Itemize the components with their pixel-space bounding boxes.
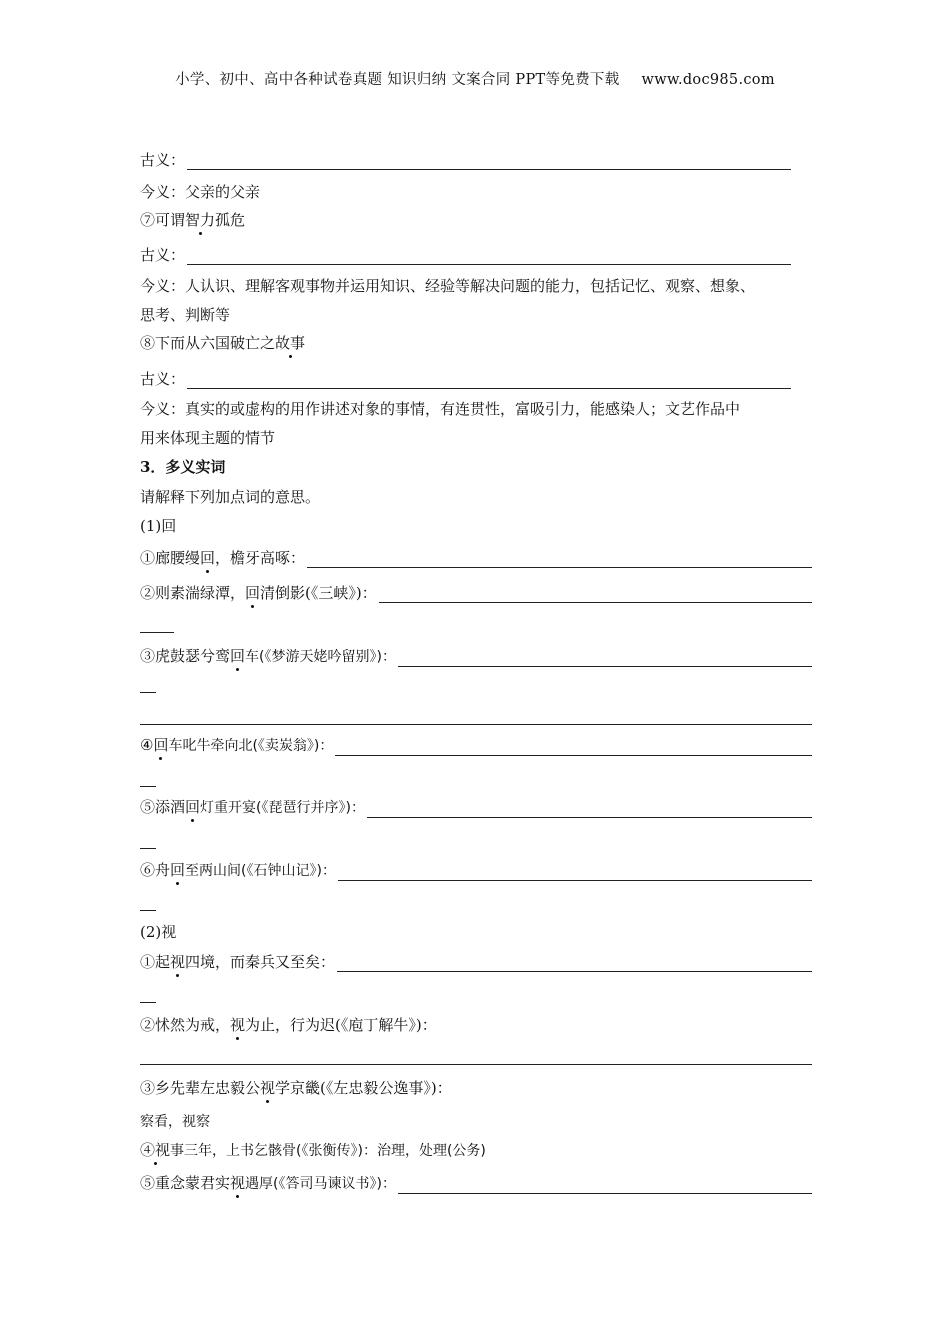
answer-blank-tail[interactable] xyxy=(140,786,156,787)
item8-jin-line-2: 用来体现主题的情节 xyxy=(140,429,276,447)
shi-item-1: ①起视四境，而秦兵又至矣： xyxy=(140,952,812,972)
hui-item-4: ④回车叱牛牵向北(《卖炭翁》)： xyxy=(140,735,812,756)
answer-blank[interactable] xyxy=(187,250,791,265)
emphasis-dotted-word: 视 xyxy=(230,1174,246,1192)
item8-prompt: ⑧下而从六国破亡之故事 xyxy=(140,334,306,352)
shi-item-2: ②怵然为戒，视为止，行为迟(《庖丁解牛》)： xyxy=(140,1016,437,1034)
header-text: 小学、初中、高中各种试卷真题 知识归纳 文案合同 PPT等免费下载 xyxy=(175,72,620,88)
emphasis-dotted-word: 智力 xyxy=(185,211,216,229)
emphasis-dotted-word: 回 xyxy=(185,798,201,816)
section-title: 3．多义实词 xyxy=(140,458,226,476)
subsection-title-hui: (1)回 xyxy=(140,517,177,535)
answer-blank[interactable] xyxy=(379,588,812,603)
item7-gu-row: 古义： xyxy=(140,245,812,265)
emphasis-dotted-word: 回 xyxy=(200,549,216,567)
answer-blank[interactable] xyxy=(367,803,812,818)
item7-prompt: ⑦可谓智力孤危 xyxy=(140,211,246,229)
answer-blank[interactable] xyxy=(337,957,812,972)
emphasis-dotted-word: 回 xyxy=(230,647,246,665)
answer-blank-tail[interactable] xyxy=(140,632,174,633)
answer-blank-tail[interactable] xyxy=(140,848,156,849)
answer-blank[interactable] xyxy=(307,553,812,568)
answer-line[interactable] xyxy=(140,1064,812,1065)
item8-gu-row: 古义： xyxy=(140,369,812,389)
answer-blank[interactable] xyxy=(187,155,791,170)
shi-item-4: ④视事三年，上书乞骸骨(《张衡传》)：治理，处理(公务) xyxy=(140,1141,486,1159)
answer-blank[interactable] xyxy=(335,741,812,756)
answer-line[interactable] xyxy=(140,724,812,725)
hui-item-5: ⑤添酒回灯重开宴(《琵琶行并序》)： xyxy=(140,797,812,818)
subsection-title-shi: (2)视 xyxy=(140,923,177,941)
emphasis-dotted-word: 回 xyxy=(170,861,186,879)
answer-blank-tail[interactable] xyxy=(140,1002,156,1003)
emphasis-dotted-word: 故事 xyxy=(275,334,306,352)
answer-blank-tail[interactable] xyxy=(140,910,156,911)
emphasis-dotted-word: 回 xyxy=(153,736,169,754)
emphasis-dotted-word: ④视 xyxy=(140,1141,171,1159)
hui-item-3: ③虎鼓瑟兮鸾回车(《梦游天姥吟留别》)： xyxy=(140,646,812,667)
answer-blank[interactable] xyxy=(398,1179,812,1194)
item6-gu-row: 古义： xyxy=(140,150,812,170)
emphasis-dotted-word: 视 xyxy=(170,953,186,971)
shi-item-4-answer: 治理，处理(公务) xyxy=(376,1143,486,1159)
hui-item-6: ⑥舟回至两山间(《石钟山记》)： xyxy=(140,860,812,881)
item8-jin-line-1: 今义：真实的或虚构的用作讲述对象的事情，有连贯性，富吸引力，能感染人；文艺作品中 xyxy=(140,400,741,418)
emphasis-dotted-word: 视 xyxy=(260,1079,276,1097)
answer-blank[interactable] xyxy=(398,652,812,667)
item6-jin-line: 今义：父亲的父亲 xyxy=(140,183,261,201)
emphasis-dotted-word: 回 xyxy=(245,584,261,602)
page-header xyxy=(0,68,950,89)
header-site: www.doc985.com xyxy=(641,72,775,88)
shi-item-5: ⑤重念蒙君实视遇厚(《答司马谏议书》)： xyxy=(140,1173,812,1194)
hui-item-2: ②则素湍绿潭，回清倒影(《三峡》)： xyxy=(140,583,812,603)
shi-item-3: ③乡先辈左忠毅公视学京畿(《左忠毅公逸事》)： xyxy=(140,1079,452,1097)
item7-jin-line-2: 思考、判断等 xyxy=(140,306,231,324)
answer-blank-tail[interactable] xyxy=(140,692,156,693)
answer-blank[interactable] xyxy=(187,374,791,389)
shi-item-3-answer: 察看，视察 xyxy=(140,1114,210,1130)
emphasis-dotted-word: 视 xyxy=(230,1016,246,1034)
answer-blank[interactable] xyxy=(338,866,812,881)
hui-item-1: ①廊腰缦回，檐牙高啄： xyxy=(140,548,812,568)
item7-jin-line-1: 今义：人认识、理解客观事物并运用知识、经验等解决问题的能力，包括记忆、观察、想象、 xyxy=(140,277,756,295)
section-instruction: 请解释下列加点词的意思。 xyxy=(140,488,321,506)
